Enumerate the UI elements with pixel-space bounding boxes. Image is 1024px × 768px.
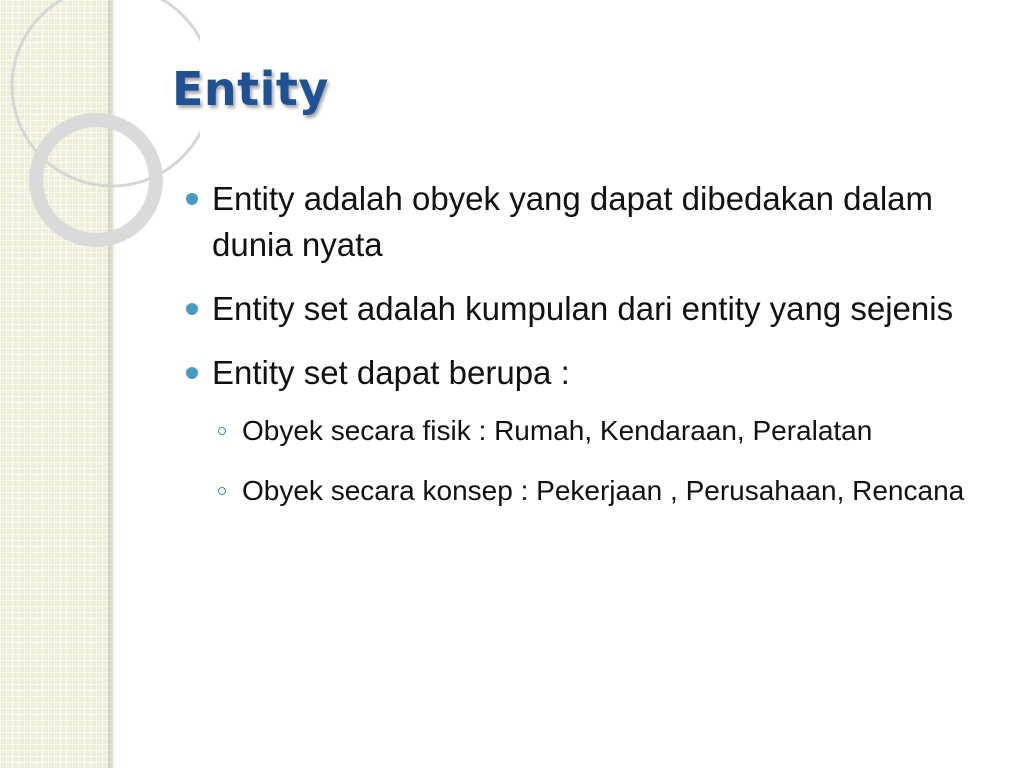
slide-title: Entity: [172, 62, 329, 116]
bullet-item: [184, 286, 994, 332]
bullet-text: Entity set dapat berupa :: [212, 354, 570, 391]
bullet-item: [184, 176, 994, 268]
sub-bullet-text: Obyek secara konsep : Pekerjaan , Perusahaan, Rencana: [242, 475, 965, 506]
sub-bullet-item: [184, 410, 994, 452]
sub-bullet-ring-icon: [218, 487, 226, 495]
bullet-dot-icon: [186, 303, 198, 315]
bullet-text: Entity set adalah kumpulan dari entity yang sejenis: [212, 290, 954, 327]
side-strip-shadow: [108, 0, 116, 768]
sub-bullet-item: [184, 470, 994, 512]
bullet-item: [184, 350, 994, 396]
bullet-list: [184, 176, 994, 530]
decorative-side-strip: [0, 0, 113, 768]
sub-bullet-text: Obyek secara fisik : Rumah, Kendaraan, Peralatan: [242, 415, 873, 446]
bullet-dot-icon: [186, 367, 198, 379]
sub-bullet-ring-icon: [218, 427, 226, 435]
bullet-text: Entity adalah obyek yang dapat dibedakan dalam dunia nyata: [212, 180, 934, 263]
sub-bullet-list: [184, 410, 994, 512]
bullet-dot-icon: [186, 193, 198, 205]
